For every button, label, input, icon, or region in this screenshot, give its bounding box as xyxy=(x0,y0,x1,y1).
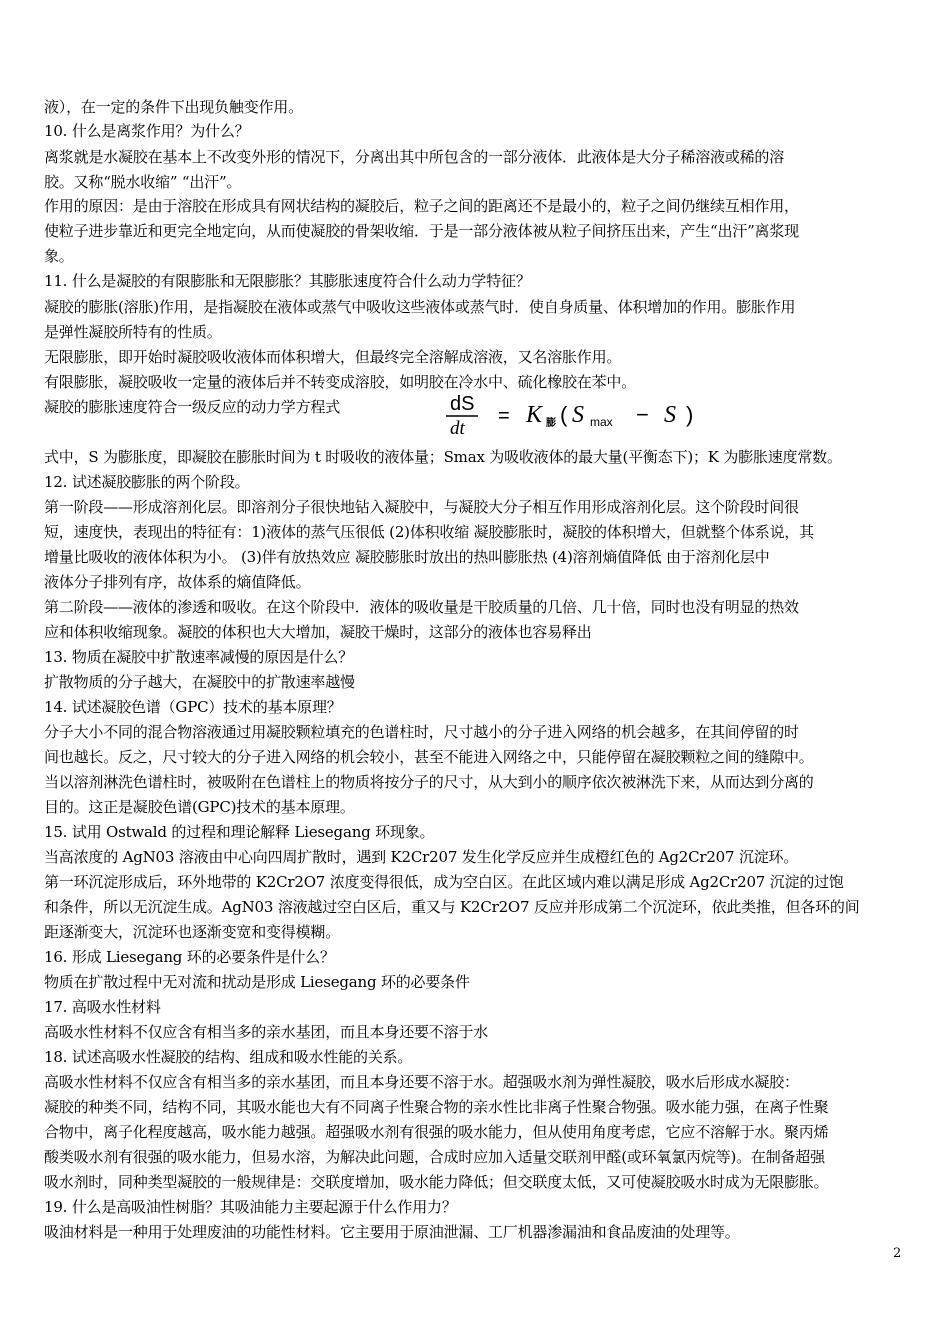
text-line: 胶。又称“脱水收缩” “出汗”。 xyxy=(44,173,242,191)
swelling-rate-equation xyxy=(440,392,740,438)
text-line: 第二阶段——液体的渗透和吸收。在这个阶段中．液体的吸收量是干胶质量的几倍、几十倍，同时也没有明显的热效 xyxy=(44,598,799,616)
eq-minus: − xyxy=(636,402,649,427)
eq-equals: = xyxy=(498,405,510,427)
eq-k-subscript: 膨 xyxy=(546,418,556,429)
text-line: 13. 物质在凝胶中扩散速率减慢的原因是什么？ xyxy=(44,648,354,666)
text-line: 11. 什么是凝胶的有限膨胀和无限膨胀？其膨胀速度符合什么动力学特征？ xyxy=(44,272,531,290)
text-line: 距逐渐变大，沉淀环也逐渐变宽和变得模糊。 xyxy=(44,923,341,941)
text-line: 使粒子进步靠近和更完全地定向，从而使凝胶的骨架收缩．于是一部分液体被从粒子间挤压出来，产生“出汗”离浆现 xyxy=(44,222,799,240)
text-line: 液体分子排列有序，故体系的熵值降低。 xyxy=(44,573,311,591)
eq-s-max: S xyxy=(572,402,584,428)
text-line: 吸油材料是一种用于处理废油的功能性材料。它主要用于原油泄漏、工厂机器渗漏油和食品废油的处理等。 xyxy=(44,1223,740,1241)
text-line: 高吸水性材料不仅应含有相当多的亲水基团，而且本身还要不溶于水 xyxy=(44,1023,489,1041)
text-line: 14. 试述凝胶色谱（GPC）技术的基本原理？ xyxy=(44,698,342,716)
eq-left-paren: ( xyxy=(560,402,568,427)
text-line: 12. 试述凝胶膨胀的两个阶段。 xyxy=(44,473,250,491)
text-line: 作用的原因：是由于溶胶在形成具有网状结构的凝胶后，粒子之间的距离还不是最小的，粒子之间仍继续互相作用， xyxy=(44,197,799,215)
text-line: 凝胶的膨胀速度符合一级反应的动力学方程式 xyxy=(44,398,341,416)
text-line: 短，速度快，表现出的特征有：1)液体的蒸气压很低 (2)体积收缩 凝胶膨胀时，凝胶的体积增大，但就整个体系说，其 xyxy=(44,523,814,541)
text-line: 合物中，离子化程度越高，吸水能力越强。超强吸水剂有很强的吸水能力，但从使用角度考虑，它应不溶解于水。聚丙烯 xyxy=(44,1123,829,1141)
text-line: 吸水剂时，同种类型凝胶的一般规律是：交联度增加，吸水能力降低；但交联度太低，又可使凝胶吸水时成为无限膨胀。 xyxy=(44,1173,829,1191)
text-line: 应和体积收缩现象。凝胶的体积也大大增加，凝胶干燥时，这部分的液体也容易释出 xyxy=(44,623,592,641)
text-line: 增量比吸收的液体体积为小。 (3)伴有放热效应 凝胶膨胀时放出的热叫膨胀热 (4)溶剂熵值降低 由于溶剂化层中 xyxy=(44,548,770,566)
text-line: 高吸水性材料不仅应含有相当多的亲水基团，而且本身还要不溶于水。超强吸水剂为弹性凝胶，吸水后形成水凝胶： xyxy=(44,1073,799,1091)
text-line: 目的。这正是凝胶色谱(GPC)技术的基本原理。 xyxy=(44,798,355,816)
page-number: 2 xyxy=(893,1246,902,1261)
text-line: 当高浓度的 AgN03 溶液由中心向四周扩散时，遇到 K2Cr207 发生化学反应并生成橙红色的 Ag2Cr207 沉淀环。 xyxy=(44,848,799,866)
text-line: 18. 试述高吸水性凝胶的结构、组成和吸水性能的关系。 xyxy=(44,1048,413,1066)
text-line: 19. 什么是高吸油性树脂？其吸油能力主要起源于什么作用力？ xyxy=(44,1198,457,1216)
text-line: 象。 xyxy=(44,247,74,265)
eq-denominator: dt xyxy=(450,418,465,438)
text-line: 酸类吸水剂有很强的吸水能力，但易水溶，为解决此问题，合成时应加入适量交联剂甲醛(或环氧氯丙烷等)。在制备超强 xyxy=(44,1148,825,1166)
text-line: 凝胶的膨胀(溶胀)作用，是指凝胶在液体或蒸气中吸收这些液体或蒸气时．使自身质量、体积增加的作用。膨胀作用 xyxy=(44,298,796,316)
text-line: 10. 什么是离浆作用？为什么？ xyxy=(44,122,250,140)
text-line: 无限膨胀，即开始时凝胶吸收液体而体积增大，但最终完全溶解成溶液，又名溶胀作用。 xyxy=(44,348,622,366)
text-line: 17. 高吸水性材料 xyxy=(44,998,161,1016)
text-line: 离浆就是水凝胶在基本上不改变外形的情况下，分离出其中所包含的一部分液体．此液体是大分子稀溶液或稀的溶 xyxy=(44,148,785,166)
eq-s: S xyxy=(664,402,676,428)
text-line: 扩散物质的分子越大，在凝胶中的扩散速率越慢 xyxy=(44,673,355,691)
text-line: 式中，S 为膨胀度，即凝胶在膨胀时间为 t 时吸收的液体量；Smax 为吸收液体的最大量(平衡态下)；K 为膨胀速度常数。 xyxy=(44,448,842,466)
eq-k: K xyxy=(526,402,543,428)
text-line: 凝胶的种类不同，结构不同，其吸水能也大有不同离子性聚合物的亲水性比非离子性聚合物强。吸水能力强，在离子性聚 xyxy=(44,1098,829,1116)
text-line: 液），在一定的条件下出现负触变作用。 xyxy=(44,98,303,116)
eq-s-subscript: max xyxy=(590,415,613,429)
text-line: 物质在扩散过程中无对流和扰动是形成 Liesegang 环的必要条件 xyxy=(44,973,470,991)
eq-right-paren: ) xyxy=(686,402,694,427)
text-line: 有限膨胀，凝胶吸收一定量的液体后并不转变成溶胶，如明胶在冷水中、硫化橡胶在苯中。 xyxy=(44,373,637,391)
text-line: 间也越长。反之，尺寸较大的分子进入网络的机会较小，甚至不能进入网络之中，只能停留在凝胶颗粒之间的缝隙中。 xyxy=(44,748,814,766)
text-line: 15. 试用 Ostwald 的过程和理论解释 Liesegang 环现象。 xyxy=(44,823,435,841)
text-line: 分子大小不同的混合物溶液通过用凝胶颗粒填充的色谱柱时，尺寸越小的分子进入网络的机会越多，在其间停留的时 xyxy=(44,723,799,741)
eq-numerator: dS xyxy=(450,393,475,415)
text-line: 第一阶段——形成溶剂化层。即溶剂分子很快地钻入凝胶中，与凝胶大分子相互作用形成溶剂化层。这个阶段时间很 xyxy=(44,498,799,516)
text-line: 和条件，所以无沉淀生成。AgN03 溶液越过空白区后，重又与 K2Cr2O7 反应并形成第二个沉淀环，依此类推，但各环的间 xyxy=(44,898,860,916)
text-line: 是弹性凝胶所特有的性质。 xyxy=(44,323,222,341)
text-line: 当以溶剂淋洗色谱柱时，被吸附在色谱柱上的物质将按分子的尺寸，从大到小的顺序依次被淋洗下来，从而达到分离的 xyxy=(44,773,814,791)
text-line: 第一环沉淀形成后，环外地带的 K2Cr2O7 浓度变得很低，成为空白区。在此区域内难以满足形成 Ag2Cr207 沉淀的过饱 xyxy=(44,873,844,891)
text-line: 16. 形成 Liesegang 环的必要条件是什么？ xyxy=(44,948,335,966)
